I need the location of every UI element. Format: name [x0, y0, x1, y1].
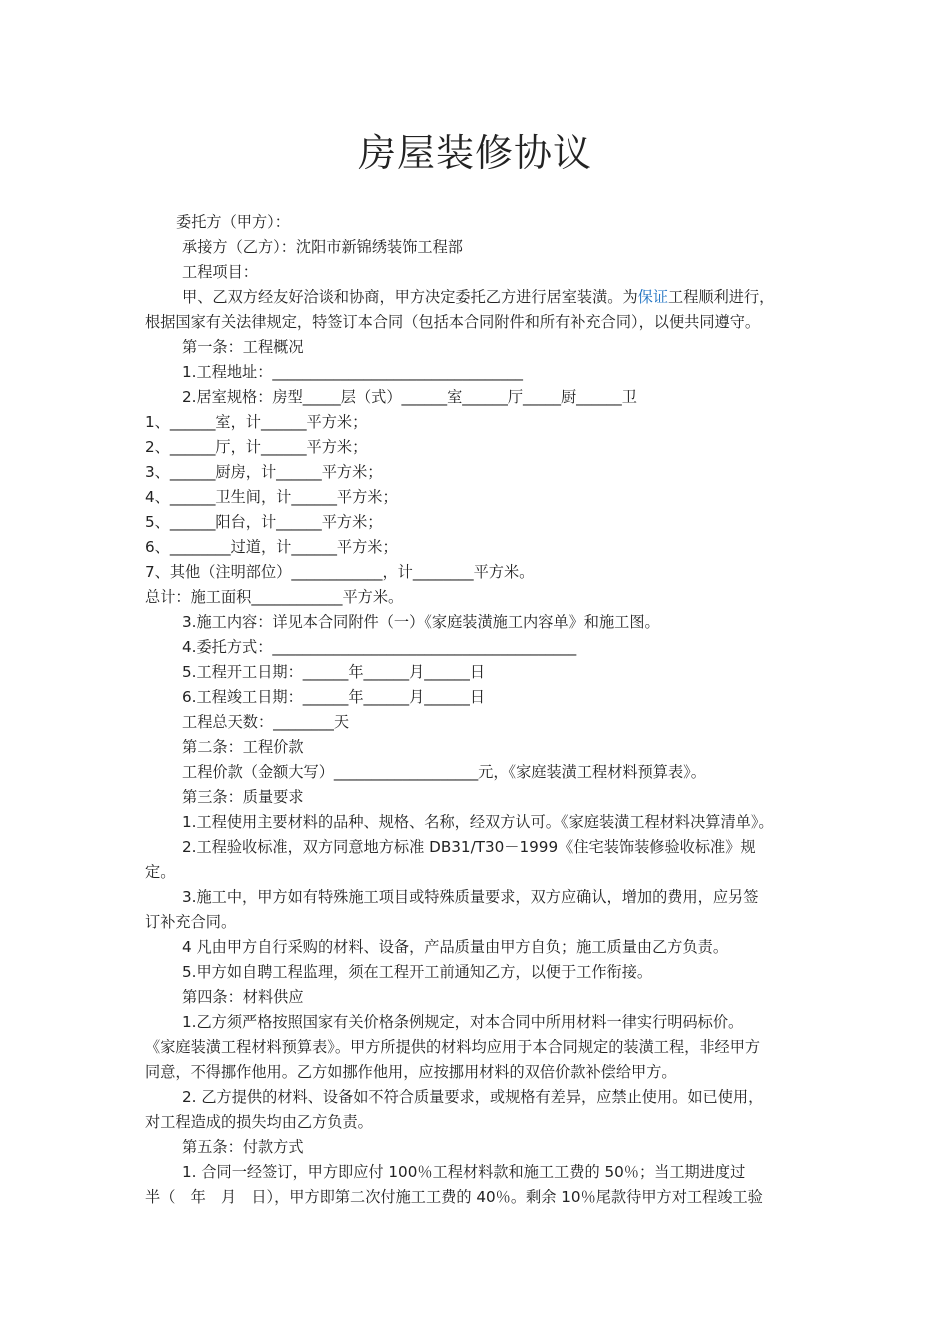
intro-paragraph-line-2: 根据国家有关法律规定，特签订本合同（包括本合同附件和所有补充合同），以便共同遵守。 — [145, 313, 761, 331]
article-5-heading: 第五条：付款方式 — [182, 1138, 304, 1156]
room-spec-line: 2.居室规格：房型_____层（式）______室______厅_____厨______卫 — [182, 388, 637, 406]
material-item-2-line-2: 对工程造成的损失均由乙方负责。 — [145, 1113, 373, 1131]
commission-method-line: 4.委托方式：________________________________________ — [182, 638, 577, 656]
quality-item-2-line-1: 2.工程验收标准，双方同意地方标准 DB31/T30－1999《住宅装饰装修验收标准》规 — [182, 838, 756, 856]
quality-item-4: 4 凡由甲方自行采购的材料、设备，产品质量由甲方自负；施工质量由乙方负责。 — [182, 938, 729, 956]
room-item-6: 6、________过道，计______平方米； — [145, 538, 398, 556]
article-2-heading: 第二条：工程价款 — [182, 738, 304, 756]
article-3-heading: 第三条：质量要求 — [182, 788, 304, 806]
room-item-4: 4、______卫生间，计______平方米； — [145, 488, 398, 506]
room-item-1: 1、______室，计______平方米； — [145, 413, 368, 431]
intro-paragraph-line-1 — [182, 285, 815, 310]
completion-date-line: 6.工程竣工日期：______年______月______日 — [182, 688, 486, 706]
material-item-1-line-1: 1.乙方须严格按照国家有关价格条例规定，对本合同中所用材料一律实行明码标价。 — [182, 1013, 744, 1031]
material-item-1-line-3: 同意，不得挪作他用。乙方如挪作他用，应按挪用材料的双倍价款补偿给甲方。 — [145, 1063, 677, 1081]
payment-item-1-line-2: 半（ 年 月 日），甲方即第二次付施工工费的 40％。剩余 10％尾款待甲方对工程竣工验 — [145, 1188, 763, 1206]
room-item-2: 2、______厅，计______平方米； — [145, 438, 368, 456]
room-item-5: 5、______阳台，计______平方米； — [145, 513, 383, 531]
quality-item-2-line-2: 定。 — [145, 863, 176, 881]
quality-item-5: 5.甲方如自聘工程监理，须在工程开工前通知乙方，以便于工作衔接。 — [182, 963, 653, 981]
quality-item-1: 1.工程使用主要材料的品种、规格、名称，经双方认可。《家庭装潢工程材料决算清单》。 — [182, 813, 774, 831]
start-date-line: 5.工程开工日期：______年______月______日 — [182, 663, 486, 681]
material-item-1-line-2: 《家庭装潢工程材料预算表》。甲方所提供的材料均应用于本合同规定的装潢工程，非经甲方 — [145, 1038, 761, 1056]
payment-item-1-line-1: 1. 合同一经签订，甲方即应付 100％工程材料款和施工工费的 50％；当工期进度过 — [182, 1163, 746, 1181]
project-line: 工程项目： — [182, 263, 258, 281]
intro-text-a: 甲、乙双方经友好洽谈和协商，甲方决定委托乙方进行居室装潢。为 — [182, 288, 638, 306]
intro-text-b: 工程顺利进行， — [668, 288, 775, 306]
project-address-line: 1.工程地址：_________________________________ — [182, 363, 524, 381]
quality-item-3-line-1: 3.施工中，甲方如有特殊施工项目或特殊质量要求，双方应确认，增加的费用，应另签 — [182, 888, 759, 906]
guarantee-link[interactable]: 保证 — [637, 288, 668, 306]
party-b-line: 承接方（乙方）：沈阳市新锦绣装饰工程部 — [182, 238, 463, 256]
article-1-heading: 第一条：工程概况 — [182, 338, 304, 356]
material-item-2-line-1: 2. 乙方提供的材料、设备如不符合质量要求，或规格有差异，应禁止使用。如已使用， — [182, 1088, 764, 1106]
room-item-3: 3、______厨房，计______平方米； — [145, 463, 383, 481]
project-price-line: 工程价款（金额大写）___________________元，《家庭装潢工程材料预算表》。 — [182, 763, 706, 781]
room-item-7: 7、其他（注明部位）____________，计________平方米。 — [145, 563, 535, 581]
article-4-heading: 第四条：材料供应 — [182, 988, 304, 1006]
total-days-line: 工程总天数：________天 — [182, 713, 350, 731]
total-area-line: 总计：施工面积____________平方米。 — [145, 588, 404, 606]
quality-item-3-line-2: 订补充合同。 — [145, 913, 237, 931]
document-title: 房屋装修协议 — [357, 131, 592, 175]
party-a-line: 委托方（甲方）： — [176, 213, 290, 231]
construction-content-line: 3.施工内容：详见本合同附件（一）《家庭装潢施工内容单》和施工图。 — [182, 613, 660, 631]
